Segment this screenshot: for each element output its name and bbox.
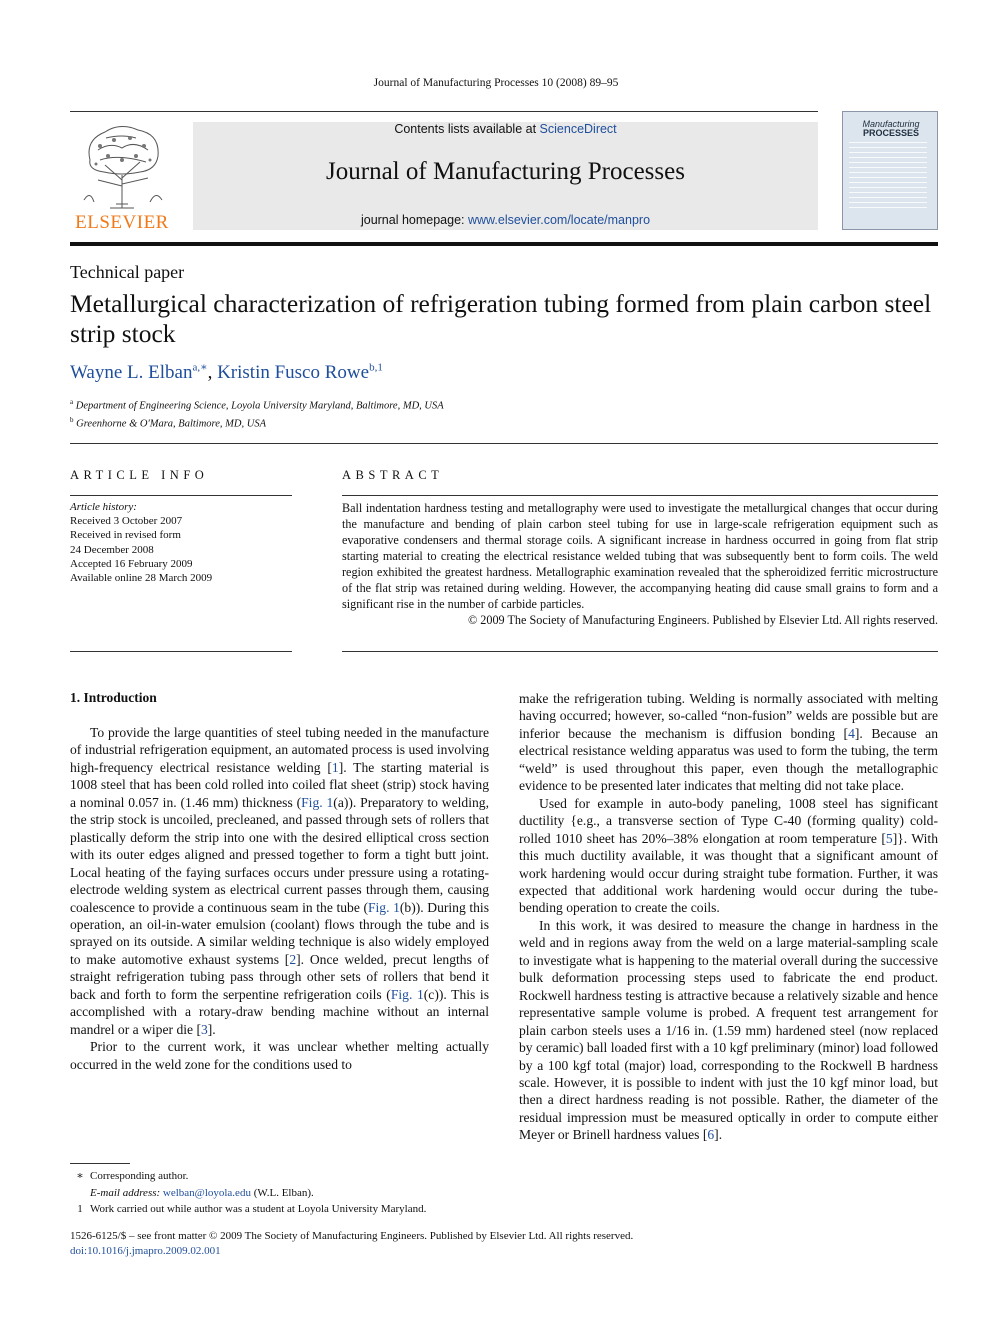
abstract-rule: [342, 495, 938, 496]
reference-link[interactable]: Fig. 1: [367, 899, 400, 915]
footnote-1: [70, 1201, 490, 1218]
header-divider: [70, 443, 938, 444]
footnote-mark: 1: [77, 1203, 83, 1215]
footnote-email: [70, 1185, 490, 1202]
reference-link[interactable]: 4: [848, 725, 855, 741]
abstract-text: Ball indentation hardness testing and metallography were used to investigate the metallurgical changes that occur during the manufacture and bending of plain carbon steel tubing for use in large-scale refrigeration equipment such as evaporative condensers and thermal storage coils. A significant increase in hardness occurred in going from flat strip starting material to creating the electrical resistance welded tubing that was subsequently bent to form coils. The weld region exhibited the greatest hardness. Metallographic examination revealed that the spheroidized ferritic microstructure of the flat strip was retained during welding. However, the accompanying heating did cause small grains to form and a significant rise in the number of carbide particles.: [342, 501, 938, 611]
authors-line: [70, 362, 383, 384]
body-column-right: [519, 690, 938, 1144]
article-type: Technical paper: [70, 262, 185, 282]
footnotes: [70, 1168, 490, 1218]
masthead-top-rule: [70, 111, 818, 112]
paragraph-text: ].: [207, 1021, 216, 1037]
paragraph-text: (a)). Preparatory to welding, the strip stock is uncoiled, precleaned, and passed through sets of rollers that plastically deform the strip into one with the desired elliptical cross section with its outer edges aligned and pressed together to form a tight butt joint. Local heating of the faying surfaces occurs under pressure using a rotating-electrode welding system as electrical current passes through them, causing coalescence to provide a continuous seam in the tube (: [70, 794, 489, 915]
reference-link[interactable]: 6: [707, 1127, 715, 1143]
author-name[interactable]: Kristin Fusco Rowe: [217, 362, 370, 383]
paragraph-text: ].: [714, 1127, 723, 1143]
history-entry: Accepted 16 February 2009: [70, 557, 193, 570]
paragraph-text: (c)). This is accomplished with a rotary-draw bending machine without an internal mandrel or a wiper die [: [70, 986, 489, 1037]
email-suffix: (W.L. Elban).: [253, 1186, 314, 1199]
journal-homepage-link[interactable]: www.elsevier.com/locate/manpro: [468, 213, 651, 227]
sciencedirect-link[interactable]: ScienceDirect: [539, 122, 617, 136]
paragraph-text: To provide the large quantities of steel tubing needed in the manufacture of industrial refrigeration equipment, an automated process is used involving high-frequency electrical resistance welding [: [70, 725, 489, 775]
paragraph-text: Used for example in auto-body paneling, 1008 steel has significant ductility {e.g., a transverse section of Type C-40 (forming quality) cold-rolled 1010 sheet has 20%–38% elongation at room temperature [: [519, 795, 938, 846]
history-entry: Received 3 October 2007: [70, 515, 183, 528]
cover-brand-top: Manufacturing: [862, 119, 920, 129]
contents-prefix: Contents lists available at: [394, 122, 537, 136]
elsevier-tree-logo-icon: [70, 120, 174, 210]
footnote-mark: ∗: [76, 1170, 84, 1182]
paragraph-text: make the refrigeration tubing. Welding is normally associated with melting having occurred; however, so-called “non-fusion” welds are possible but are inferior because the mechanism is diffusion bonding [: [519, 691, 938, 741]
abstract-body: [342, 500, 938, 628]
affiliation-text: Department of Engineering Science, Loyola University Maryland, Baltimore, MD, USA: [75, 400, 444, 412]
reference-link[interactable]: 3: [200, 1021, 208, 1037]
paragraph-text: ]. The starting material is 1008 steel that has been cold rolled into coiled flat sheet (strip) stock having a nominal 0.057 in. (1.46 mm) thickness (: [70, 759, 489, 810]
paragraph-text: Prior to the current work, it was unclear whether melting actually occurred in the weld zone for the conditions used to: [70, 1039, 489, 1072]
affiliation-text: Greenhorne & O'Mara, Baltimore, MD, USA: [76, 418, 266, 430]
article-title: Metallurgical characterization of refrigeration tubing formed from plain carbon steel strip stock: [70, 289, 932, 348]
article-info-heading: ARTICLE INFO: [70, 468, 209, 482]
abstract-heading: ABSTRACT: [342, 468, 444, 482]
affiliation: [70, 416, 266, 430]
article-history-label: Article history:: [70, 501, 137, 513]
article-info-rule-bottom: [70, 651, 292, 652]
journal-title: Journal of Manufacturing Processes: [326, 158, 685, 185]
paragraph-text: In this work, it was desired to measure the change in hardness in the weld and in regions away from the weld on a large material-sampling scale to investigate what is happening to the material overall during the successive bulk deformation processing steps used to fabricate the end product. Rockwell hardness testing is attractive because a relatively sizable and hence representative sample volume is probed. A frequent test arrangement for plain carbon steels uses a 1/16 in. (1.59 mm) hardened steel (now replaced by ceramic) ball loaded first with a 10 kgf preliminary (minor) load followed by a 100 kgf total (major) load, corresponding to the Rockwell B hardness scale. However, it is possible to indent with just the 10 kgf minor load, but then a direct hardness reading is not possible. Rather, the diameter of the residual impression must be measured optically in order to compute either Meyer or Brinell hardness values [: [519, 917, 939, 1143]
article-info-rule: [70, 495, 292, 496]
email-link[interactable]: welban@loyola.edu: [162, 1186, 251, 1199]
body-paragraph: [519, 795, 938, 917]
reference-link[interactable]: Fig. 1: [390, 986, 424, 1002]
reference-link[interactable]: 2: [289, 951, 297, 967]
contents-line: [193, 122, 818, 136]
masthead-bottom-rule: [70, 242, 938, 246]
footnote-text: Work carried out while author was a student at Loyola University Maryland.: [90, 1203, 427, 1215]
author-marks[interactable]: b,1: [369, 361, 383, 374]
journal-cover-thumbnail-icon[interactable]: [842, 111, 938, 230]
paragraph-text: ]. Because an electrical resistance welding apparatus was used to form the tubing, the term “weld” is used throughout this paper, even though the metallographic evidence to be presented later indicates that melting did not take place.: [519, 725, 939, 794]
author-name[interactable]: Wayne L. Elban: [70, 362, 193, 383]
paragraph-text: ]. Once welded, precut lengths of straight refrigeration tubing pass through other sets of rollers that bend it back and forth to form the serpentine refrigeration coils (: [70, 951, 489, 1002]
reference-link[interactable]: 1: [331, 759, 339, 775]
author-marks[interactable]: a,∗: [192, 361, 208, 374]
footnote-rule: [70, 1163, 130, 1164]
footnote-text: Corresponding author.: [90, 1170, 189, 1182]
issn-line: 1526-6125/$ – see front matter © 2009 The Society of Manufacturing Engineers. Published by Elsevier Ltd. All rights reserved.: [70, 1230, 634, 1242]
paragraph-text: (b)). During this operation, an oil-in-water emulsion (coolant) flows through the tube and is sprayed on its outside. A similar welding technique is also widely employed to make automotive exhaust systems [: [70, 899, 489, 967]
reference-link[interactable]: 5: [885, 830, 893, 846]
footnote-corresponding: [70, 1168, 490, 1185]
history-entry: Received in revised form: [70, 529, 181, 542]
body-paragraph: [519, 917, 938, 1144]
masthead-box: [193, 122, 818, 230]
author-separator: ,: [207, 362, 218, 383]
history-entry: 24 December 2008: [70, 543, 154, 556]
reference-link[interactable]: Fig. 1: [301, 794, 334, 810]
affiliation-mark: b: [70, 416, 74, 424]
email-label: E-mail address:: [90, 1186, 161, 1199]
elsevier-wordmark: ELSEVIER: [75, 212, 169, 233]
affiliation: [70, 398, 444, 412]
cover-brand: [847, 120, 935, 138]
body-paragraph: [519, 690, 938, 795]
paragraph-text: ]}. With this much ductility available, it was thought that a significant amount of work hardening would occur during straight tube formation. Further, it was expected that additional work hardening would occur during the tube-bending operation to create the coils.: [519, 830, 938, 916]
history-entry: Available online 28 March 2009: [70, 572, 213, 585]
cover-brand-bottom: PROCESSES: [862, 128, 920, 138]
homepage-prefix: journal homepage:: [360, 213, 465, 227]
affiliation-mark: a: [70, 398, 74, 406]
abstract-copyright: © 2009 The Society of Manufacturing Engineers. Published by Elsevier Ltd. All rights reserved.: [467, 613, 938, 627]
doi-link[interactable]: doi:10.1016/j.jmapro.2009.02.001: [70, 1245, 221, 1257]
homepage-line: [193, 213, 818, 227]
body-paragraph: [70, 724, 489, 1038]
cover-contents-lines: [849, 142, 927, 212]
body-paragraph: [70, 1038, 489, 1073]
running-head: Journal of Manufacturing Processes 10 (2008) 89–95: [373, 77, 619, 89]
elsevier-logo[interactable]: [70, 120, 174, 232]
article-history: [70, 500, 212, 585]
section-heading: 1. Introduction: [70, 690, 157, 705]
abstract-rule-bottom: [342, 651, 938, 652]
body-column-left: [70, 724, 489, 1073]
